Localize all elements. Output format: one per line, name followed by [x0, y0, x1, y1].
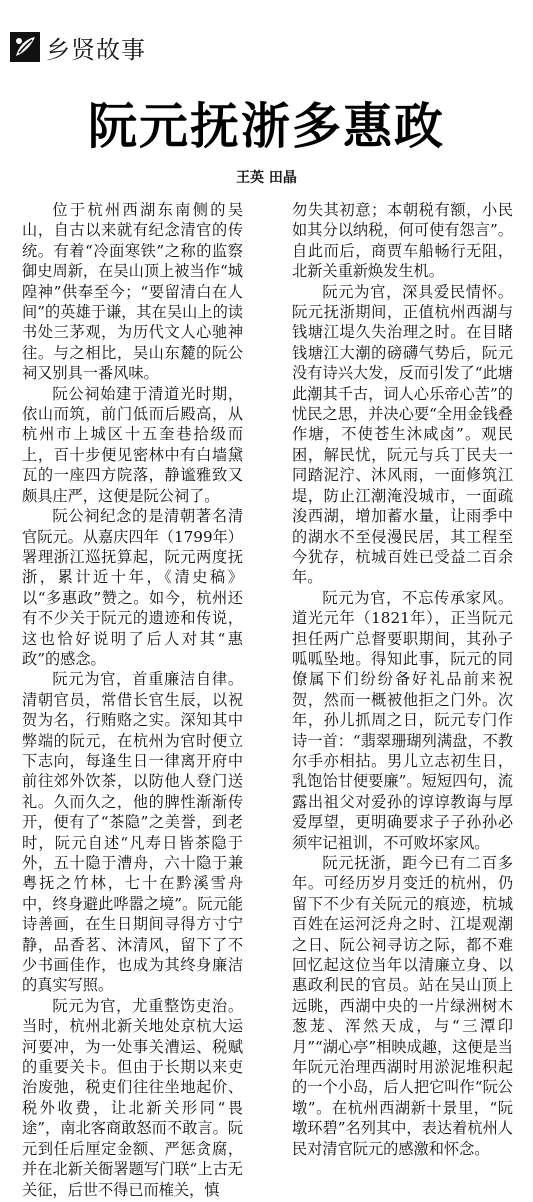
paragraph: 阮公祠始建于清道光时期，依山而筑，前门低而后殿高，从杭州市上城区十五奎巷拾级而上，百十步便见密林中有白墙黛瓦的一座四方院落，静谧雅致又颇具庄严，这便是阮公祠了。 — [22, 384, 243, 505]
section-header — [10, 32, 146, 62]
section-label: 乡贤故事 — [46, 35, 146, 64]
paragraph: 阮元为官，不忘传承家风。道光元年（1821年），正当阮元担任两广总督要职期间，其孙子呱呱坠地。得知此事，阮元的同僚属下们纷纷备好礼品前来祝贺，然而一概被他拒之门外。次年，孙儿抓周之日，阮元专门作诗一首：“翡翠珊瑚列满盘，不教尔手亦相拈。男儿立志初生日，乳饱饴甘便要廉”。短短四句，流露出祖父对爱孙的谆谆教诲与厚爱厚望，更明确要求子子孙孙必须牢记祖训，不可败坏家风。 — [292, 588, 513, 852]
paragraph: 阮元为官，深具爱民情怀。阮元抚浙期间，正值杭州西湖与钱塘江堤久失治理之时。在目睹钱塘江大潮的磅礴气势后，阮元没有诗兴大发，反而引发了“此塘此潮其千古，词人心乐帝心苦”的忧民之思，并决心要“全用金钱叠作塘，不使苍生沐咸卤”。观民困，解民忧，阮元与兵丁民夫一同踏泥泞、沐风雨，一面修筑江堤，防止江潮淹没城市，一面疏浚西湖，增加蓄水量，让雨季中的湖水不至侵漫民居，其工程至今犹存，杭城百姓已受益二百余年。 — [292, 282, 513, 587]
article-authors: 王英 田晶 — [236, 170, 297, 186]
paragraph: 阮公祠纪念的是清朝著名清官阮元。从嘉庆四年（1799年）署理浙江巡抚算起，阮元两度抚浙，累计近十年，《清史稿》以“多惠政”赞之。如今，杭州还有不少关于阮元的遗迹和传说，这也恰好说明了后人对其“惠政”的感念。 — [22, 507, 243, 668]
paragraph: 阮元为官，尤重整饬吏治。当时，杭州北新关地处京杭大运河要冲，为一处事关漕运、税赋的重要关卡。但由于长期以来吏治废弛，税吏们往往坐地起价、税外收费，让北新关形同“畏途”，南北客商敢怒而不敢言。阮元到任后厘定金额、严惩贪腐，并在北新关衙署题写门联“上古无关征，后世不得已而榷关，慎 — [22, 996, 243, 1199]
paragraph: 阮元抚浙，距今已有二百多年。可经历岁月变迁的杭州，仍留下不少有关阮元的痕迹，杭城百姓在运河泛舟之时、江堤观潮之日、阮公祠寻访之际，都不难回忆起这位当年以清廉立身、以惠政利民的官员。站在吴山顶上远眺，西湖中央的一片绿洲树木葱茏、浑然天成，与“三潭印月”“湖心亭”相映成趣，这便是当年阮元治理西湖时用淤泥堆积起的一个小岛，后人把它叫作“阮公墩”。在杭州西湖新十景里，“阮墩环碧”名列其中，表达着杭州人民对清官阮元的感激和怀念。 — [292, 854, 513, 1158]
paragraph-continued: 勿失其初意；本朝税有额，小民如其分以纳税，何可使有怨言”。自此而后，商贾车船畅行无阻，北新关重新焕发生机。 — [292, 201, 513, 281]
article-column-left — [22, 200, 243, 1200]
leaf-swirl-icon — [10, 32, 40, 62]
article-title: 阮元抚浙多惠政 — [87, 97, 445, 155]
paragraph: 位于杭州西湖东南侧的吴山，自古以来就有纪念清官的传统。有着“冷面寒铁”之称的监察御史周新，在吴山顶上被当作“城隍神”供奉至今；“要留清白在人间”的英雄于谦，其在吴山上的读书处三茅观，为历代文人心驰神往。与之相比，吴山东麓的阮公祠又别具一番风味。 — [22, 201, 243, 383]
paragraph: 阮元为官，首重廉洁自律。清朝官员，常借长官生辰，以祝贺为名，行贿赂之实。深知其中弊端的阮元，在杭州为官时便立下志向，每逢生日一律离开府中前往郊外饮茶，以防他人登门送礼。久而久之，他的脾性渐渐传开，便有了“茶隐”之美誉，到老时，阮元自述“凡寿日皆茶隐于外，五十隐于漕舟，六十隐于兼粤抚之竹林，七十在黔溪雪舟中，终身避此哗嚣之境”。阮元能诗善画，在生日期间寻得方寸宁静，品香茗、沐清风，留下了不少书画佳作，也成为其终身廉洁的真实写照。 — [22, 670, 243, 995]
article-column-right — [292, 200, 513, 1159]
